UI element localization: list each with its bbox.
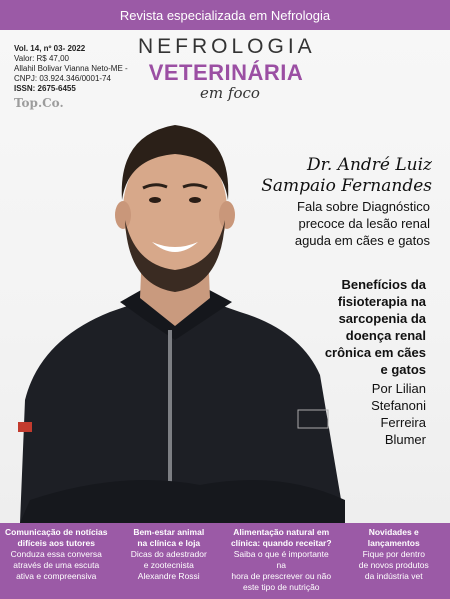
footer-desc-line: Saiba o que é importante na [233,549,329,570]
issue-issn: ISSN: 2675-6455 [14,84,76,93]
footer-desc-line: de novos produtos [358,560,429,570]
cover-story-summary [245,198,430,249]
article-title-line-5: crônica em cães [324,345,426,360]
article-title-line-3: sarcopenia da [338,311,426,326]
cover-name-line-1: Dr. André Luiz [306,155,432,175]
cover-name-line-2: Sampaio Fernandes [261,176,432,196]
issue-price: Valor: R$ 47,00 [14,54,69,63]
footer-title-line: Bem-estar animal [133,527,205,537]
publisher-logo: Top.Co. [14,96,64,110]
cover-story-name [232,155,432,197]
footer-section-alimentacao [225,523,338,599]
article-author [306,380,426,448]
bottom-bar [0,523,450,599]
footer-title-line: na clínica e loja [137,538,201,548]
footer-desc-line: da indústria vet [364,571,423,581]
footer-title-line: Comunicação de notícias [5,527,108,537]
issue-publisher: Allahil Bolivar Vianna Neto-ME - [14,64,128,73]
footer-title-line: Novidades e [368,527,419,537]
cover-summary-line-1: Fala sobre Diagnóstico [297,199,430,214]
footer-desc-line: Conduza essa conversa [10,549,102,559]
banner-text: Revista especializada em Nefrologia [119,7,331,23]
article-author-line-2: Stefanoni [371,398,426,413]
footer-desc-line: Dicas do adestrador [130,549,207,559]
issue-info [14,44,144,94]
footer-section-comunicacao [0,523,113,599]
article-title-line-4: doença renal [345,328,426,343]
footer-title-line: difíceis aos tutores [17,538,95,548]
issue-cnpj: CNPJ: 03.924.346/0001-74 [14,74,111,83]
article-title [266,276,426,378]
masthead-nefrologia: NEFROLOGIA [138,35,316,58]
footer-desc-line: este tipo de nutrição [242,582,320,592]
footer-desc-line: através de uma escuta [13,560,100,570]
footer-title-line: lançamentos [367,538,420,548]
cover-summary-line-2: precoce da lesão renal [298,216,430,231]
footer-desc-line: e zootecnista [143,560,194,570]
footer-section-novidades [338,523,450,599]
footer-desc-line: Fique por dentro [362,549,425,559]
cover-summary-line-3: aguda em cães e gatos [294,233,430,248]
article-title-line-6: e gatos [380,362,426,377]
article-author-line-1: Por Lilian [371,381,426,396]
footer-title-line: Alimentação natural em [233,527,330,537]
article-author-line-3: Ferreira [380,415,426,430]
article-title-line-2: fisioterapia na [337,294,426,309]
top-banner [0,0,450,30]
footer-section-bem-estar [113,523,226,599]
footer-desc-line: ativa e compreensiva [16,571,97,581]
article-author-line-4: Blumer [384,432,426,447]
footer-desc-line: Alexandre Rossi [137,571,200,581]
footer-title-line: clínica: quando receitar? [230,538,332,548]
footer-desc-line: hora de prescrever ou não [231,571,332,581]
masthead-em-foco: em foco [200,84,260,102]
masthead-veterinaria: VETERINÁRIA [148,60,304,85]
article-title-line-1: Benefícios da [341,277,426,292]
issue-volume: Vol. 14, nº 03- 2022 [14,44,86,53]
